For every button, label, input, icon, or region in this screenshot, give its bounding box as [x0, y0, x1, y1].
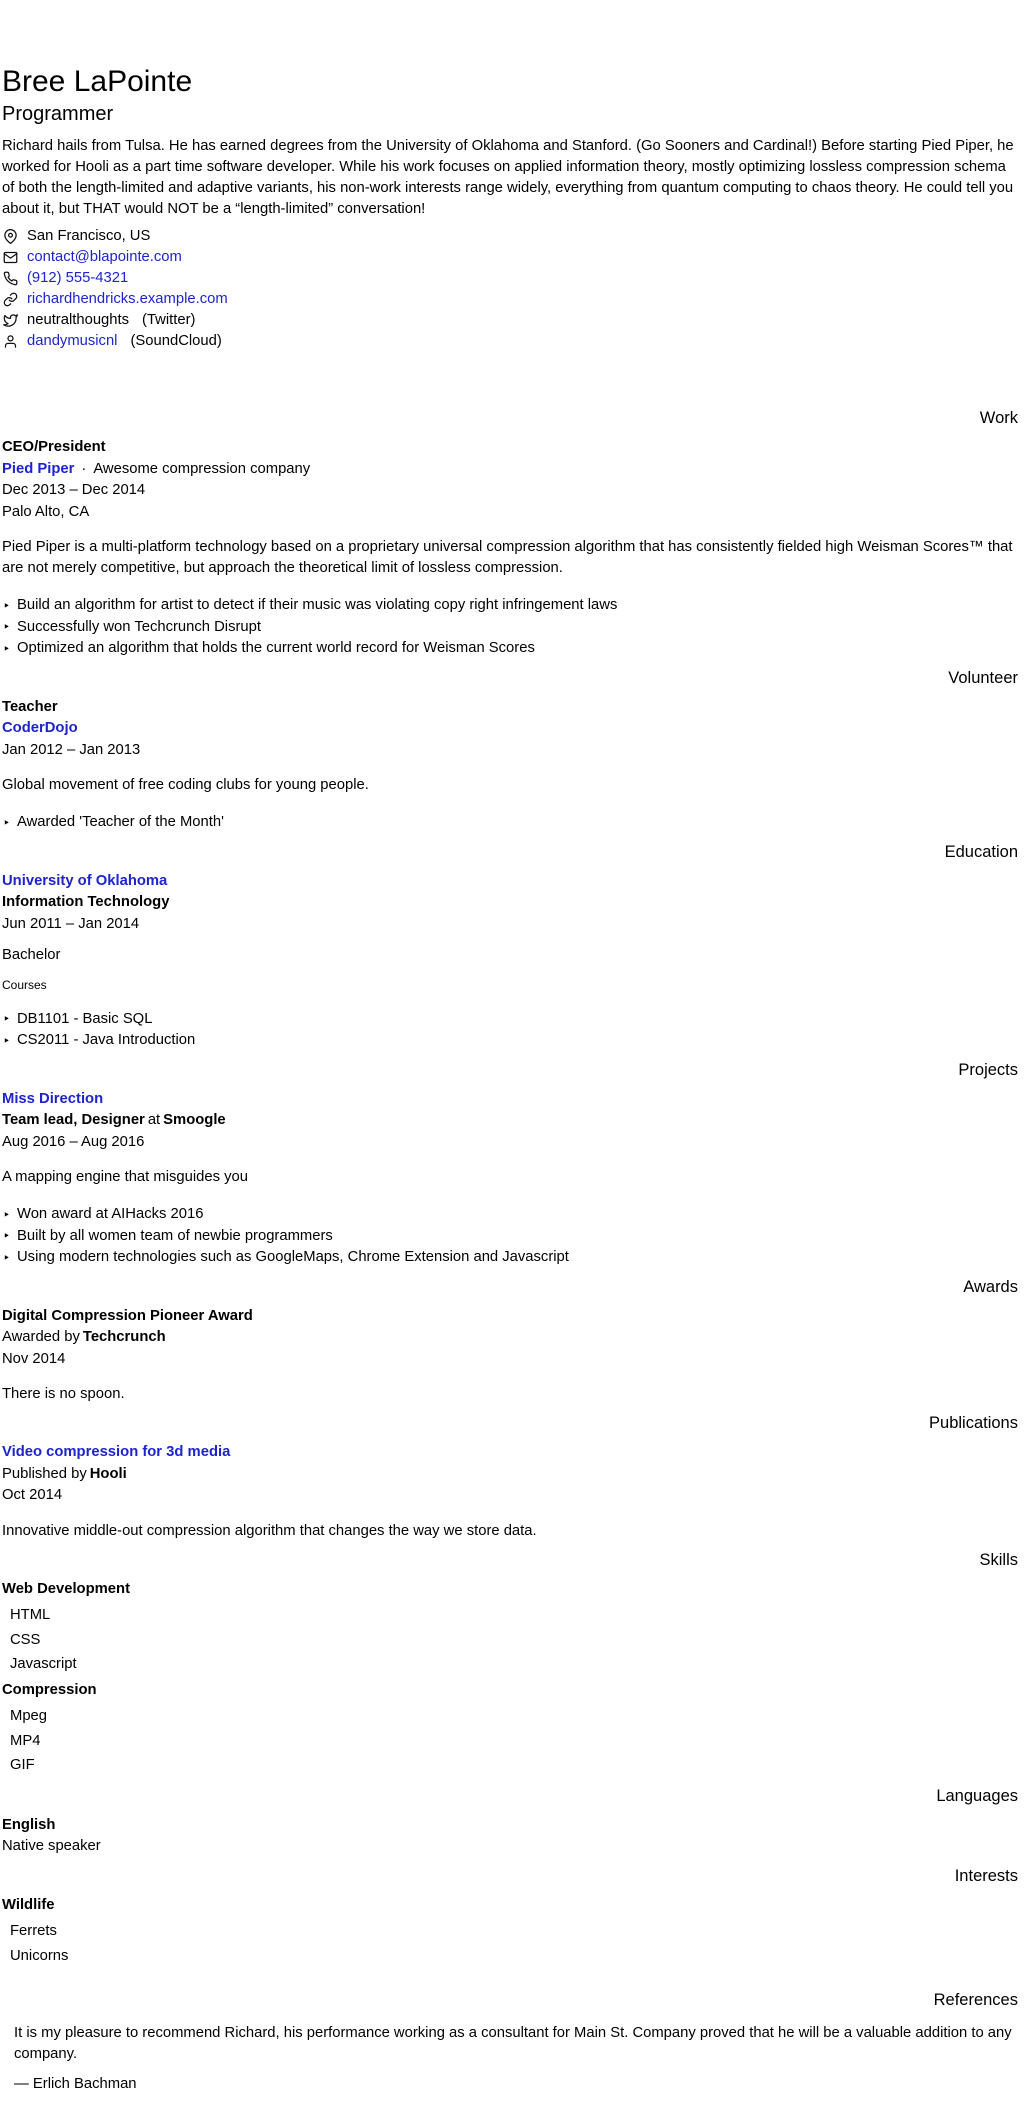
keyword-item: Ferrets: [10, 1923, 57, 1939]
education-area: Information Technology: [2, 894, 170, 910]
reference-quote: It is my pleasure to recommend Richard, his performance working as a consultant for Main St. Company proved that he will be a valuable addition to any company.: [14, 2025, 1012, 2062]
section-publications: [2, 1413, 1018, 1542]
publication-date: Oct 2014: [2, 1487, 63, 1503]
education-section-heading: Education: [944, 842, 1018, 861]
keyword-item: MP4: [10, 1732, 41, 1749]
work-dates: Dec 2013 – Dec 2014: [2, 482, 146, 498]
section-work: [2, 408, 1018, 660]
contact-location-row: [2, 226, 1018, 247]
volunteer-section-heading: Volunteer: [948, 668, 1018, 687]
published-by-label: Published by: [2, 1465, 87, 1482]
award-awarder: Techcrunch: [82, 1329, 166, 1345]
work-company-description: Awesome compression company: [93, 460, 311, 477]
section-languages: [2, 1786, 1018, 1858]
project-highlights: [2, 1204, 1018, 1269]
interest-keywords: [2, 1919, 1018, 1968]
interest-name: Wildlife: [2, 1896, 55, 1913]
volunteer-entry: [2, 697, 1018, 834]
skill-group: [2, 1579, 1018, 1677]
section-education: [2, 842, 1018, 1052]
location-text: San Francisco, US: [27, 228, 151, 244]
mail-icon: [2, 250, 18, 266]
references-section-heading: References: [933, 1991, 1018, 2009]
publication-entry: [2, 1442, 1018, 1542]
publication-summary: Innovative middle-out compression algorithm that changes the way we store data.: [2, 1522, 537, 1539]
contact-soundcloud-row: [2, 331, 1018, 352]
publication-publisher: Hooli: [89, 1465, 127, 1482]
at-word: at: [147, 1112, 161, 1128]
twitter-handle: neutralthoughts: [27, 312, 130, 328]
volunteer-org-line: [2, 718, 1018, 740]
awards-section-heading: Awards: [963, 1277, 1018, 1296]
section-references: [2, 1990, 1018, 2095]
project-roles-line: [2, 1110, 1018, 1132]
contact-email-row: [2, 247, 1018, 268]
link-icon: [2, 292, 18, 308]
section-skills: [2, 1550, 1018, 1778]
work-position: CEO/President: [2, 439, 106, 455]
separator-dot: ·: [81, 460, 87, 477]
bullet-item: ‣ Optimized an algorithm that holds the current world record for Weisman Scores: [2, 638, 1018, 660]
user-icon: [2, 334, 18, 350]
bullet-item: ‣ Won award at AIHacks 2016: [2, 1204, 1018, 1226]
language-entry: [2, 1815, 1018, 1858]
work-entry: [2, 437, 1018, 660]
skill-keywords: [2, 1603, 1018, 1677]
language-fluency: Native speaker: [2, 1838, 101, 1854]
awarded-by-label: Awarded by: [2, 1329, 80, 1345]
education-degree: Bachelor: [2, 947, 61, 963]
courses-label: Courses: [2, 977, 47, 992]
bullet-item: ‣ Using modern technologies such as GoogleMaps, Chrome Extension and Javascript: [2, 1247, 1018, 1269]
phone-link[interactable]: (912) 555-4321: [27, 270, 129, 286]
skills-section-heading: Skills: [979, 1550, 1018, 1569]
award-awarder-line: [2, 1327, 1018, 1349]
keyword-item: CSS: [10, 1631, 41, 1648]
skill-keywords: [2, 1704, 1018, 1778]
section-awards: [2, 1277, 1018, 1406]
bullet-item: ‣ Successfully won Techcrunch Disrupt: [2, 617, 1018, 639]
volunteer-highlights: [2, 812, 1018, 834]
publication-publisher-line: [2, 1464, 1018, 1486]
contact-list: [2, 226, 1018, 352]
work-location: Palo Alto, CA: [2, 503, 90, 520]
bullet-item: ‣ Build an algorithm for artist to detect if their music was violating copy right infringement laws: [2, 595, 1018, 617]
volunteer-summary: Global movement of free coding clubs for young people.: [2, 777, 369, 793]
keyword-item: Unicorns: [10, 1947, 69, 1964]
work-summary: Pied Piper is a multi-platform technology based on a proprietary universal compression algorithm that has consistently fielded high Weisman Scores™ that are not merely competitive, but approach the theoretical limit of lossless compression.: [2, 539, 1013, 576]
twitter-icon: [2, 313, 18, 329]
work-highlights: [2, 595, 1018, 660]
keyword-item: GIF: [10, 1757, 35, 1773]
volunteer-position: Teacher: [2, 698, 58, 715]
website-link[interactable]: richardhendricks.example.com: [27, 291, 228, 307]
section-projects: [2, 1060, 1018, 1269]
email-link[interactable]: contact@blapointe.com: [27, 249, 182, 265]
volunteer-dates: Jan 2012 – Jan 2013: [2, 741, 141, 758]
project-entry: [2, 1089, 1018, 1269]
contact-twitter-row: [2, 310, 1018, 331]
work-section-heading: Work: [979, 409, 1018, 427]
work-company-line: [2, 459, 1018, 481]
publications-section-heading: Publications: [929, 1414, 1018, 1432]
section-interests: [2, 1866, 1018, 1969]
volunteer-organization-link[interactable]: CoderDojo: [2, 720, 78, 736]
keyword-item: Javascript: [10, 1656, 77, 1672]
project-name-link[interactable]: Miss Direction: [2, 1090, 104, 1107]
skill-group: [2, 1680, 1018, 1778]
bullet-item: ‣ DB1101 - Basic SQL: [2, 1009, 1018, 1031]
award-date: Nov 2014: [2, 1350, 66, 1367]
award-title: Digital Compression Pioneer Award: [2, 1307, 253, 1324]
award-summary: There is no spoon.: [2, 1386, 125, 1402]
award-entry: [2, 1306, 1018, 1406]
project-description: A mapping engine that misguides you: [2, 1169, 248, 1185]
languages-section-heading: Languages: [936, 1786, 1018, 1805]
reference-attribution: — Erlich Bachman: [14, 2075, 137, 2092]
person-name: Bree LaPointe: [2, 65, 193, 98]
section-volunteer: [2, 668, 1018, 834]
soundcloud-handle-link[interactable]: dandymusicnl: [27, 333, 118, 349]
location-pin-icon: [2, 229, 18, 245]
soundcloud-network-label: (SoundCloud): [130, 333, 222, 349]
interests-section-heading: Interests: [954, 1866, 1018, 1885]
education-dates: Jun 2011 – Jan 2014: [2, 915, 140, 932]
resume-header: [2, 64, 1018, 352]
reference-quote-block: [2, 2023, 1018, 2095]
project-dates: Aug 2016 – Aug 2016: [2, 1133, 145, 1150]
skill-group-name: Compression: [2, 1681, 97, 1698]
publication-name-line: [2, 1442, 1018, 1464]
bullet-item: ‣ Built by all women team of newbie programmers: [2, 1226, 1018, 1248]
contact-phone-row: [2, 268, 1018, 289]
interest-entry: [2, 1895, 1018, 1969]
skill-group-name: Web Development: [2, 1580, 130, 1597]
keyword-item: Mpeg: [10, 1708, 48, 1724]
project-name-line: [2, 1089, 1018, 1111]
project-roles: Team lead, Designer: [2, 1112, 145, 1128]
project-entity: Smoogle: [163, 1112, 226, 1128]
twitter-network-label: (Twitter): [142, 312, 196, 328]
education-entry: [2, 871, 1018, 1052]
person-role: Programmer: [2, 103, 114, 125]
education-courses: [2, 1009, 1018, 1052]
education-institution-link[interactable]: University of Oklahoma: [2, 872, 168, 889]
bullet-item: ‣ Awarded 'Teacher of the Month': [2, 812, 1018, 834]
language-name: English: [2, 1816, 56, 1833]
education-institution-line: [2, 871, 1018, 893]
bullet-item: ‣ CS2011 - Java Introduction: [2, 1030, 1018, 1052]
about-summary: Richard hails from Tulsa. He has earned degrees from the University of Oklahoma and Stanford. (Go Sooners and Cardinal!) Before starting Pied Piper, he worked for Hooli as a part time software developer. While his work focuses on applied information theory, mostly optimizing lossless compression schema of both the length-limited and adaptive variants, his non-work interests range widely, everything from quantum computing to chaos theory. He could tell you about it, but THAT would NOT be a “length-limited” conversation!: [2, 138, 1014, 217]
keyword-item: HTML: [10, 1607, 51, 1623]
publication-name-link[interactable]: Video compression for 3d media: [2, 1444, 231, 1460]
contact-website-row: [2, 289, 1018, 310]
phone-icon: [2, 271, 18, 287]
work-company-link[interactable]: Pied Piper: [2, 460, 75, 477]
projects-section-heading: Projects: [958, 1060, 1018, 1079]
